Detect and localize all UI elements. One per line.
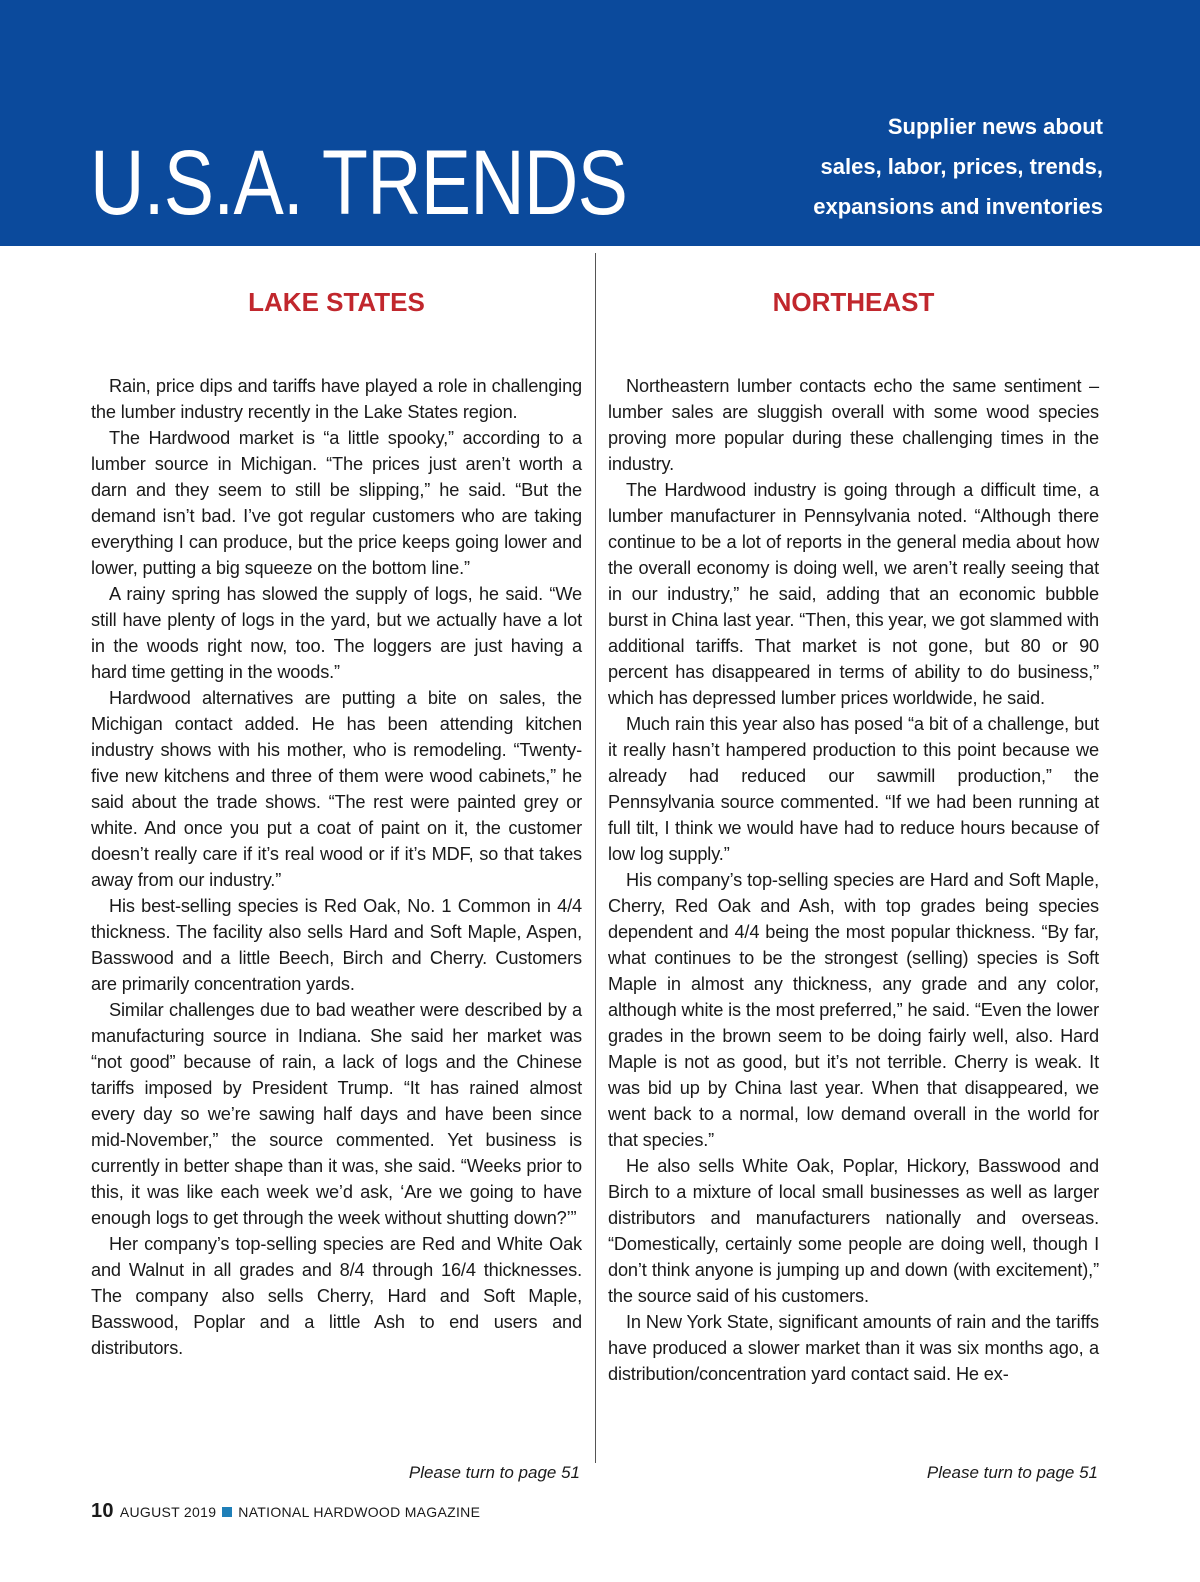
article-paragraph: Hardwood alternatives are putting a bite on sales, the Michigan contact added. He has been attending kitchen industry shows with his mother, who is remodeling. “Twenty-five new kitchens and three of them were wood cabinets,” he said about the trade shows. “The rest were painted grey or white. And once you put a coat of paint on it, the customer doesn’t really care if it’s real wood or if it’s MDF, so that takes away from our industry.” [91, 688, 582, 890]
column-divider [595, 253, 596, 1463]
article-paragraph: A rainy spring has slowed the supply of logs, he said. “We still have plenty of logs in the yard, but we actually have a lot in the woods right now, too. The loggers are just having a hard time getting in the woods.” [91, 584, 582, 682]
header-banner [0, 0, 1200, 246]
tagline-line: sales, labor, prices, trends, [820, 154, 1103, 179]
northeast-column [608, 285, 1099, 1387]
northeast-heading: NORTHEAST [772, 287, 935, 317]
masthead-tagline [683, 107, 1103, 227]
article-paragraph: Much rain this year also has posed “a bit of a challenge, but it really hasn’t hampered production to this point because we already had reduced our sawmill production,” the Pennsylvania source commented. “If we had been running at full tilt, I think we would have had to reduce hours because of low log supply.” [608, 714, 1099, 864]
northeast-body [608, 373, 1099, 1387]
article-paragraph: The Hardwood industry is going through a difficult time, a lumber manufacturer in Pennsylvania noted. “Although there continue to be a lot of reports in the general media about how the overall economy is doing well, we aren’t really seeing that in our industry,” he said, adding that an economic bubble burst in China last year. “Then, this year, we got slammed with additional tariffs. That market is not gone, but 80 or 90 percent has disappeared in terms of ability to do business,” which has depressed lumber prices worldwide, he said. [608, 480, 1099, 708]
northeast-continued-link[interactable]: Please turn to page 51 [926, 1463, 1098, 1482]
issue-date: AUGUST 2019 [119, 1504, 217, 1520]
article-paragraph: His best-selling species is Red Oak, No. 1 Common in 4/4 thickness. The facility also sells Hard and Soft Maple, Aspen, Basswood and a little Beech, Birch and Cherry. Customers are primarily concentration yards. [91, 896, 582, 994]
lake-states-continued-link[interactable]: Please turn to page 51 [408, 1463, 580, 1482]
article-paragraph: Her company’s top-selling species are Red and White Oak and Walnut in all grades and 8/4 through 16/4 thicknesses. The company also sells Cherry, Hard and Soft Maple, Basswood, Poplar and a little Ash to end users and distributors. [91, 1234, 582, 1358]
article-paragraph: His company’s top-selling species are Hard and Soft Maple, Cherry, Red Oak and Ash, with top grades being species dependent and 4/4 being the most popular thickness. “By far, what continues to be the strongest (selling) species is Soft Maple in almost any thickness, any grade and any color, although white is the most preferred,” he said. “Even the lower grades in the brown seem to be doing fairly well, also. Hard Maple is not as good, but it’s not terrible. Cherry is weak. It was bid up by China last year. When that disappeared, we went back to a normal, low demand overall in the world for that species.” [608, 870, 1099, 1150]
footer-square-icon [222, 1507, 232, 1517]
masthead-title: U.S.A. TRENDS [90, 132, 628, 234]
article-paragraph: Rain, price dips and tariffs have played a role in challenging the lumber industry recently in the Lake States region. [91, 376, 582, 422]
lake-states-body [91, 373, 582, 1361]
lake-states-heading: LAKE STATES [248, 287, 425, 317]
article-paragraph: Similar challenges due to bad weather were described by a manufacturing source in Indiana. She said her market was “not good” because of rain, a lack of logs and the Chinese tariffs imposed by President Trump. “It has rained almost every day so we’re sawing half days and have been since mid-November,” the source commented. Yet business is currently in better shape than it was, she said. “Weeks prior to this, it was like each week we’d ask, ‘Are we going to have enough logs to get through the week without shutting down?’” [91, 1000, 582, 1228]
tagline-line: Supplier news about [887, 114, 1103, 139]
page-footer [91, 1500, 480, 1526]
article-paragraph: He also sells White Oak, Poplar, Hickory, Basswood and Birch to a mixture of local small businesses as well as larger distributors and manufacturers nationally and overseas. “Domestically, certainly some people are doing well, though I don’t think anyone is jumping up and down (with excitement),” the source said of his customers. [608, 1156, 1099, 1306]
lake-states-column [91, 285, 582, 1361]
article-paragraph: Northeastern lumber contacts echo the same sentiment – lumber sales are sluggish overall with some wood species proving more popular during these challenging times in the industry. [608, 376, 1099, 474]
page-number: 10 [91, 1500, 114, 1522]
article-paragraph: In New York State, significant amounts of rain and the tariffs have produced a slower market than it was six months ago, a distribution/concentration yard contact said. He ex- [608, 1312, 1099, 1384]
tagline-line: expansions and inventories [813, 194, 1103, 219]
publication-name: NATIONAL HARDWOOD MAGAZINE [238, 1504, 481, 1520]
article-paragraph: The Hardwood market is “a little spooky,” according to a lumber source in Michigan. “The prices just aren’t worth a darn and they seem to still be slipping,” he said. “But the demand isn’t bad. I’ve got regular customers who are taking everything I can produce, but the price keeps going lower and lower, putting a big squeeze on the bottom line.” [91, 428, 582, 578]
